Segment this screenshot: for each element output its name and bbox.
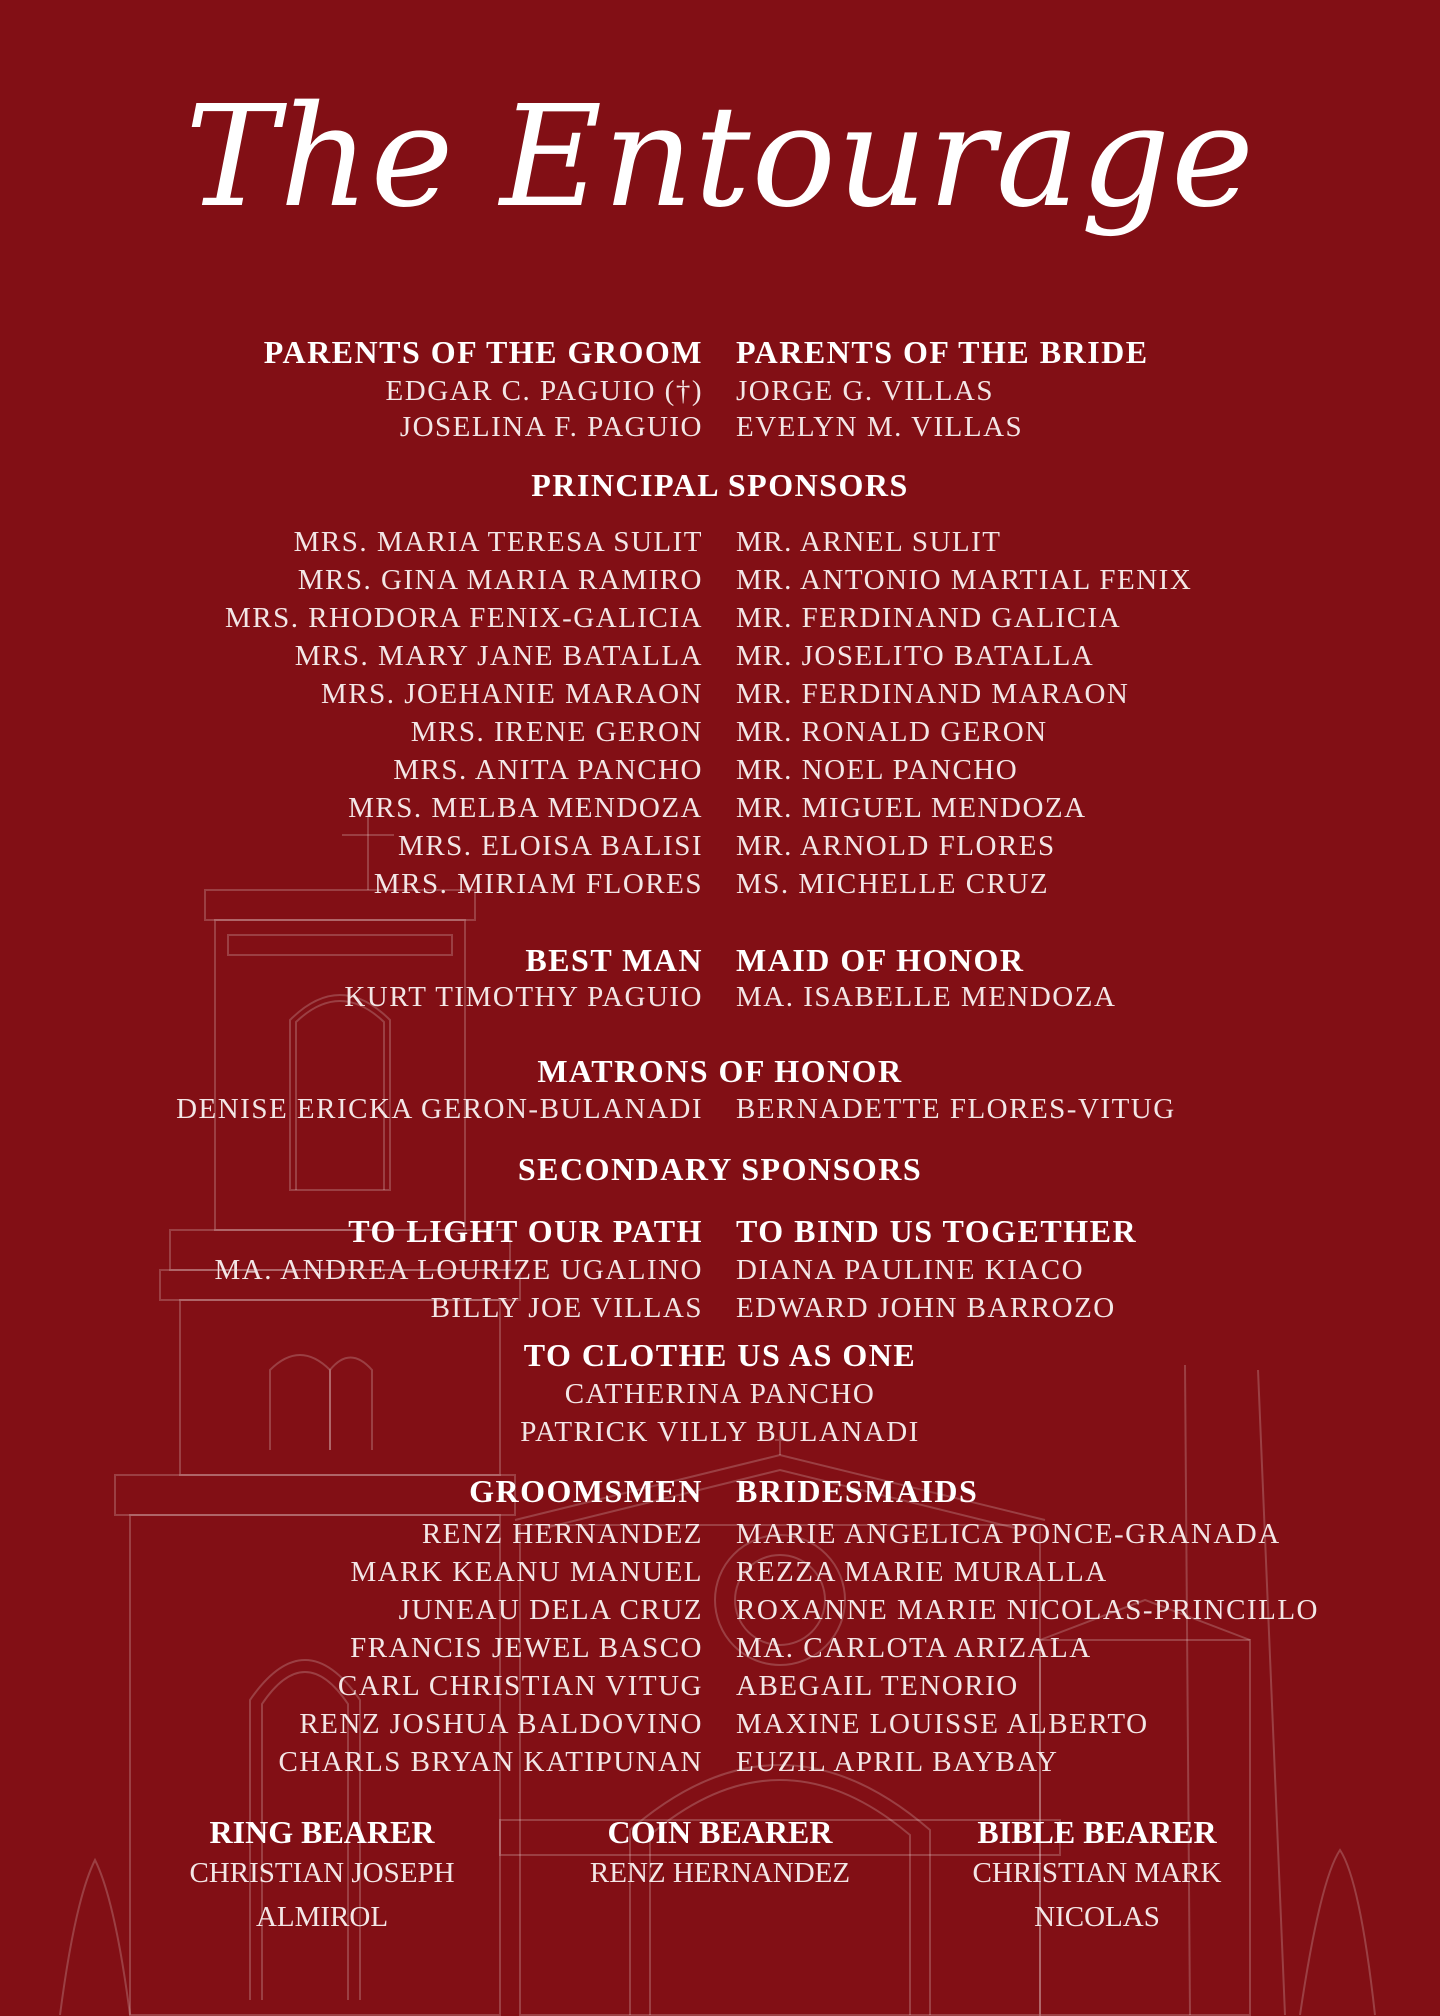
groomsman-name: CHARLS BRYAN KATIPUNAN	[278, 1746, 703, 1778]
groomsman-name: RENZ HERNANDEZ	[421, 1518, 703, 1550]
clothe-heading: TO CLOTHE US AS ONE	[523, 1337, 917, 1373]
sponsor-left-name: MRS. GINA MARIA RAMIRO	[297, 564, 703, 596]
sponsor-right-name: MR. FERDINAND MARAON	[736, 678, 1130, 710]
party-row	[0, 1590, 1440, 1630]
sponsor-left-name: MRS. MARIA TERESA SULIT	[293, 526, 703, 558]
matrons-heading: MATRONS OF HONOR	[537, 1053, 903, 1089]
sponsor-right-name: MS. MICHELLE CRUZ	[736, 868, 1050, 900]
sponsor-left-name: MRS. MELBA MENDOZA	[348, 792, 703, 824]
sponsor-right-name: MR. FERDINAND GALICIA	[736, 602, 1122, 634]
honor-heading-row	[0, 940, 1440, 980]
light-name: MA. ANDREA LOURIZE UGALINO	[214, 1254, 703, 1286]
maid-of-honor-heading: MAID OF HONOR	[736, 942, 1025, 978]
coin-bearer-name-line: RENZ HERNANDEZ	[589, 1857, 851, 1889]
secondary-heading-row	[0, 1149, 1440, 1189]
light-bind-row	[0, 1250, 1440, 1290]
sponsor-left-name: MRS. IRENE GERON	[410, 716, 703, 748]
matrons-row	[0, 1089, 1440, 1129]
groomsman-name: MARK KEANU MANUEL	[350, 1556, 703, 1588]
groom-parent-name: EDGAR C. PAGUIO (†)	[385, 375, 703, 407]
sponsor-row	[0, 674, 1440, 714]
parents-heading-row	[0, 332, 1440, 372]
bind-name: EDWARD JOHN BARROZO	[736, 1292, 1116, 1324]
sponsor-row	[0, 712, 1440, 752]
bridesmaid-name: REZZA MARIE MURALLA	[736, 1556, 1108, 1588]
sponsor-right-name: MR. JOSELITO BATALLA	[736, 640, 1095, 672]
groomsman-name: FRANCIS JEWEL BASCO	[350, 1632, 703, 1664]
sponsor-row	[0, 598, 1440, 638]
bride-parent-name: EVELYN M. VILLAS	[736, 411, 1024, 443]
light-bind-row	[0, 1288, 1440, 1328]
light-bind-heading-row	[0, 1211, 1440, 1251]
parents-row	[0, 371, 1440, 411]
bind-name: DIANA PAULINE KIACO	[736, 1254, 1085, 1286]
parents-bride-heading: PARENTS OF THE BRIDE	[736, 334, 1149, 370]
party-row	[0, 1742, 1440, 1782]
best-man-heading: BEST MAN	[525, 942, 703, 978]
ring-bearer-name-line: ALMIROL	[255, 1901, 389, 1933]
sponsor-left-name: MRS. MIRIAM FLORES	[373, 868, 703, 900]
bridesmaid-name: MARIE ANGELICA PONCE-GRANADA	[736, 1518, 1281, 1550]
matron-right-name: BERNADETTE FLORES-VITUG	[736, 1093, 1176, 1125]
ring-bearer-name-line: CHRISTIAN JOSEPH	[189, 1857, 455, 1889]
sponsor-right-name: MR. ARNEL SULIT	[736, 526, 1002, 558]
sponsor-right-name: MR. ARNOLD FLORES	[736, 830, 1056, 862]
groomsman-name: RENZ JOSHUA BALDOVINO	[299, 1708, 703, 1740]
bible-bearer-name-line: CHRISTIAN MARK	[972, 1857, 1222, 1889]
bridesmaid-name: EUZIL APRIL BAYBAY	[736, 1746, 1059, 1778]
sponsor-row	[0, 636, 1440, 676]
sponsor-left-name: MRS. JOEHANIE MARAON	[320, 678, 703, 710]
coin-bearer-block	[530, 1814, 910, 1895]
sponsor-right-name: MR. NOEL PANCHO	[736, 754, 1019, 786]
party-row	[0, 1666, 1440, 1706]
party-row	[0, 1628, 1440, 1668]
principal-sponsors-heading: PRINCIPAL SPONSORS	[531, 467, 909, 503]
best-man-name: KURT TIMOTHY PAGUIO	[344, 981, 703, 1013]
party-row	[0, 1552, 1440, 1592]
ring-bearer-heading: RING BEARER	[209, 1814, 435, 1850]
sponsor-right-name: MR. RONALD GERON	[736, 716, 1048, 748]
sponsor-left-name: MRS. ELOISA BALISI	[398, 830, 703, 862]
light-heading: TO LIGHT OUR PATH	[348, 1213, 703, 1249]
bridesmaid-name: MA. CARLOTA ARIZALA	[736, 1632, 1092, 1664]
bible-bearer-name-line: NICOLAS	[1034, 1901, 1160, 1933]
maid-of-honor-name: MA. ISABELLE MENDOZA	[736, 981, 1117, 1013]
bridesmaids-heading: BRIDESMAIDS	[736, 1473, 979, 1509]
party-row	[0, 1514, 1440, 1554]
parents-groom-heading: PARENTS OF THE GROOM	[263, 334, 703, 370]
bible-bearer-heading: BIBLE BEARER	[977, 1814, 1217, 1850]
party-row	[0, 1704, 1440, 1744]
sponsor-row	[0, 750, 1440, 790]
clothe-name: CATHERINA PANCHO	[564, 1378, 876, 1410]
bible-bearer-block	[907, 1814, 1287, 1939]
sponsor-right-name: MR. ANTONIO MARTIAL FENIX	[736, 564, 1193, 596]
sponsor-row	[0, 826, 1440, 866]
bridesmaid-name: ABEGAIL TENORIO	[736, 1670, 1019, 1702]
groomsman-name: CARL CHRISTIAN VITUG	[337, 1670, 703, 1702]
light-name: BILLY JOE VILLAS	[430, 1292, 703, 1324]
matron-left-name: DENISE ERICKA GERON-BULANADI	[176, 1093, 703, 1125]
sponsor-row	[0, 522, 1440, 562]
bride-parent-name: JORGE G. VILLAS	[736, 375, 994, 407]
ring-bearer-block	[132, 1814, 512, 1939]
secondary-sponsors-heading: SECONDARY SPONSORS	[517, 1151, 923, 1187]
sponsor-left-name: MRS. ANITA PANCHO	[393, 754, 703, 786]
bridesmaid-name: ROXANNE MARIE NICOLAS-PRINCILLO	[736, 1594, 1319, 1626]
clothe-row	[0, 1374, 1440, 1414]
clothe-heading-row	[0, 1335, 1440, 1375]
party-heading-row	[0, 1471, 1440, 1511]
bind-heading: TO BIND US TOGETHER	[736, 1213, 1138, 1249]
sponsor-row	[0, 788, 1440, 828]
clothe-row	[0, 1412, 1440, 1452]
parents-row	[0, 407, 1440, 447]
sponsor-row	[0, 864, 1440, 904]
sponsor-left-name: MRS. MARY JANE BATALLA	[294, 640, 703, 672]
groomsman-name: JUNEAU DELA CRUZ	[398, 1594, 703, 1626]
sponsor-right-name: MR. MIGUEL MENDOZA	[736, 792, 1087, 824]
groom-parent-name: JOSELINA F. PAGUIO	[399, 411, 703, 443]
clothe-name: PATRICK VILLY BULANADI	[520, 1416, 920, 1448]
bridesmaid-name: MAXINE LOUISSE ALBERTO	[736, 1708, 1149, 1740]
honor-row	[0, 977, 1440, 1017]
groomsmen-heading: GROOMSMEN	[469, 1473, 703, 1509]
page-title: The Entourage	[185, 76, 1255, 239]
principal-sponsors-heading-row	[0, 465, 1440, 505]
sponsor-left-name: MRS. RHODORA FENIX-GALICIA	[224, 602, 703, 634]
sponsor-row	[0, 560, 1440, 600]
coin-bearer-heading: COIN BEARER	[607, 1814, 833, 1850]
matrons-heading-row	[0, 1051, 1440, 1091]
